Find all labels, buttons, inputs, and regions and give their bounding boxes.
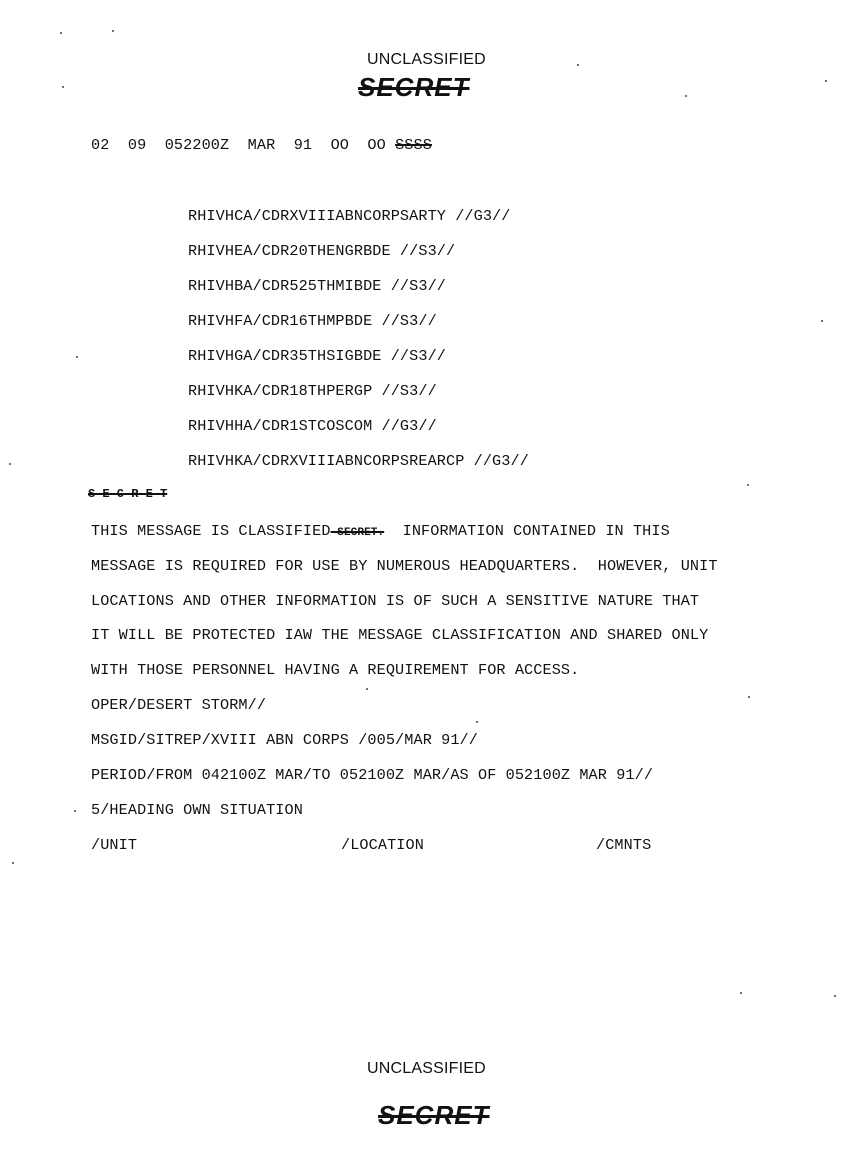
scan-speck [740,992,742,994]
scan-speck [366,688,368,690]
header-secret-stamp: SECRET [358,72,470,102]
header-unclassified-marking: UNCLASSIFIED [367,51,486,68]
scan-speck [577,64,579,66]
scan-speck [62,86,64,88]
addressee-line: RHIVHEA/CDR20THENGRBDE //S3// [188,242,456,260]
dtg-text: 02 09 052200Z MAR 91 OO OO [91,136,386,154]
scan-speck [9,463,11,465]
addressee-line: RHIVHFA/CDR16THMPBDE //S3// [188,312,437,330]
scan-speck [76,356,78,358]
scan-speck [821,320,823,322]
scan-speck [12,862,14,864]
column-heading-cmnts: /CMNTS [596,836,652,854]
column-heading-unit: /UNIT [91,836,138,854]
scan-speck [112,30,114,32]
column-heading-location: /LOCATION [341,836,424,854]
scan-speck [747,484,749,486]
dtg-struck-code: SSSS [395,136,432,154]
footer-secret-stamp: SECRET [378,1100,490,1130]
scan-speck [476,721,478,723]
body-line-1-end: INFORMATION CONTAINED IN THIS [384,522,670,540]
body-struck-secret: SECRET. [330,527,385,539]
body-line-1-start: THIS MESSAGE IS CLASSIFIED [91,522,331,540]
body-line: PERIOD/FROM 042100Z MAR/TO 052100Z MAR/AS OF 052100Z MAR 91// [91,766,654,784]
classification-struck: S E C R E T [88,487,168,501]
body-line: WITH THOSE PERSONNEL HAVING A REQUIREMENT FOR ACCESS. [91,661,580,679]
body-line-1 [91,522,670,540]
body-line: OPER/DESERT STORM// [91,696,267,714]
addressee-line: RHIVHKA/CDR18THPERGP //S3// [188,382,437,400]
body-line: LOCATIONS AND OTHER INFORMATION IS OF SUCH A SENSITIVE NATURE THAT [91,592,700,610]
body-line: MESSAGE IS REQUIRED FOR USE BY NUMEROUS HEADQUARTERS. HOWEVER, UNIT [91,557,718,575]
addressee-line: RHIVHBA/CDR525THMIBDE //S3// [188,277,446,295]
footer-unclassified-marking: UNCLASSIFIED [367,1060,486,1077]
scan-speck [60,32,62,34]
body-line: MSGID/SITREP/XVIII ABN CORPS /005/MAR 91// [91,731,478,749]
date-time-group-line [91,136,432,154]
body-line: 5/HEADING OWN SITUATION [91,801,303,819]
scan-speck [685,95,687,97]
scan-speck [825,80,827,82]
scan-speck [834,995,836,997]
addressee-line: RHIVHHA/CDR1STCOSCOM //G3// [188,417,437,435]
addressee-line: RHIVHGA/CDR35THSIGBDE //S3// [188,347,446,365]
addressee-line: RHIVHKA/CDRXVIIIABNCORPSREARCP //G3// [188,452,529,470]
scan-speck [748,696,750,698]
scan-speck [74,810,76,812]
body-line: IT WILL BE PROTECTED IAW THE MESSAGE CLASSIFICATION AND SHARED ONLY [91,626,709,644]
addressee-line: RHIVHCA/CDRXVIIIABNCORPSARTY //G3// [188,207,511,225]
